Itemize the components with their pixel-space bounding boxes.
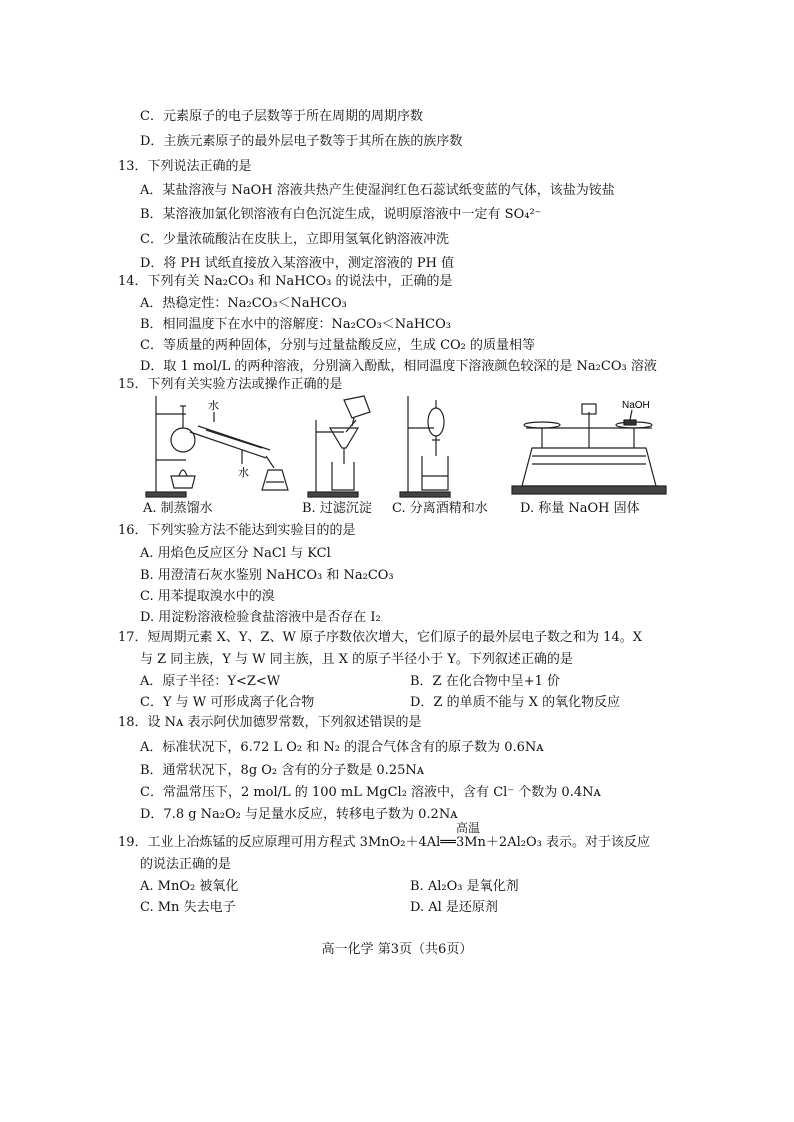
filtration-apparatus bbox=[308, 396, 370, 497]
q19-option-c: C. Mn 失去电子 bbox=[140, 900, 236, 915]
q13-option-d: D．将 PH 试纸直接放入某溶液中，测定溶液的 PH 值 bbox=[140, 256, 455, 271]
q17-stem-line1: 17．短周期元素 X、Y、Z、W 原子序数依次增大，它们原子的最外层电子数之和为 14。X bbox=[118, 630, 642, 645]
q18-option-d: D．7.8 g Na₂O₂ 与足量水反应，转移电子数为 0.2Nᴀ bbox=[140, 807, 458, 822]
q16-option-b: B. 用澄清石灰水鉴别 NaHCO₃ 和 Na₂CO₃ bbox=[140, 568, 394, 583]
q15-stem: 15．下列有关实验方法或操作正确的是 bbox=[118, 377, 343, 392]
q15-caption-d: D. 称量 NaOH 固体 bbox=[520, 501, 640, 516]
q13-option-c: C．少量浓硫酸沾在皮肤上，立即用氢氧化钠溶液冲洗 bbox=[140, 232, 449, 247]
q15-caption-b: B. 过滤沉淀 bbox=[302, 501, 372, 516]
q19-stem-line2: 的说法正确的是 bbox=[140, 857, 232, 872]
q15-apparatus-figure bbox=[138, 392, 678, 502]
q19-option-b: B. Al₂O₃ 是氧化剂 bbox=[410, 879, 519, 894]
q13-option-b: B．某溶液加氯化钡溶液有白色沉淀生成，说明原溶液中一定有 SO₄²⁻ bbox=[140, 207, 542, 222]
q17-stem-line2: 与 Z 同主族，Y 与 W 同主族，且 X 的原子半径小于 Y。下列叙述正确的是 bbox=[140, 652, 573, 667]
label-naoh: NaOH bbox=[622, 400, 650, 411]
q18-stem: 18．设 Nᴀ 表示阿伏加德罗常数，下列叙述错误的是 bbox=[118, 715, 422, 730]
q19-option-d: D. Al 是还原剂 bbox=[410, 900, 498, 915]
q15-caption-a: A. 制蒸馏水 bbox=[143, 501, 213, 516]
q15-caption-c: C. 分离酒精和水 bbox=[392, 501, 488, 516]
q17-option-b: B．Z 在化合物中呈+1 价 bbox=[410, 674, 561, 689]
q18-option-b: B．通常状况下，8g O₂ 含有的分子数是 0.25Nᴀ bbox=[140, 763, 425, 778]
q14-option-b: B．相同温度下在水中的溶解度：Na₂CO₃＜NaHCO₃ bbox=[140, 317, 451, 332]
q16-option-c: C. 用苯提取溴水中的溴 bbox=[140, 589, 275, 604]
q14-option-d: D．取 1 mol/L 的两种溶液，分别滴入酚酞，相同温度下溶液颜色较深的是 Na₂CO₃ 溶液 bbox=[140, 359, 657, 374]
q17-option-c: C．Y 与 W 可形成离子化合物 bbox=[140, 695, 315, 710]
q16-option-a: A. 用焰色反应区分 NaCl 与 KCl bbox=[140, 546, 331, 561]
label-water-out: 水 bbox=[238, 467, 249, 479]
q13-option-a: A．某盐溶液与 NaOH 溶液共热产生使湿润红色石蕊试纸变蓝的气体，该盐为铵盐 bbox=[140, 183, 615, 198]
q18-option-a: A．标准状况下，6.72 L O₂ 和 N₂ 的混合气体含有的原子数为 0.6Nᴀ bbox=[140, 740, 544, 755]
q14-option-a: A．热稳定性：Na₂CO₃＜NaHCO₃ bbox=[140, 296, 347, 311]
q12-option-c: C．元素原子的电子层数等于所在周期的周期序数 bbox=[140, 109, 423, 124]
q16-option-d: D. 用淀粉溶液检验食盐溶液中是否存在 I₂ bbox=[140, 610, 381, 625]
q16-stem: 16．下列实验方法不能达到实验目的的是 bbox=[118, 523, 356, 538]
q19-option-a: A. MnO₂ 被氧化 bbox=[140, 879, 239, 894]
q17-option-a: A．原子半径：Y<Z<W bbox=[140, 674, 281, 689]
page-footer: 高一化学 第3页（共6页） bbox=[321, 942, 473, 957]
separatory-funnel-apparatus bbox=[400, 396, 450, 497]
q14-option-c: C．等质量的两种固体，分别与过量盐酸反应，生成 CO₂ 的质量相等 bbox=[140, 338, 536, 353]
q17-option-d: D．Z 的单质不能与 X 的氧化物反应 bbox=[410, 695, 621, 710]
q14-stem: 14．下列有关 Na₂CO₃ 和 NaHCO₃ 的说法中，正确的是 bbox=[118, 274, 453, 289]
q19-stem-line1: 19．工业上冶炼锰的反应原理可用方程式 3MnO₂＋4Al══3Mn＋2Al₂O₃ 表示。对于该反应 bbox=[118, 835, 650, 850]
label-water-in: 水 bbox=[208, 400, 219, 412]
balance-apparatus bbox=[512, 404, 666, 494]
q18-option-c: C．常温常压下，2 mol/L 的 100 mL MgCl₂ 溶液中，含有 Cl⁻ 个数为 0.4Nᴀ bbox=[140, 785, 601, 800]
q12-option-d: D．主族元素原子的最外层电子数等于其所在族的族序数 bbox=[140, 134, 463, 149]
q13-stem: 13．下列说法正确的是 bbox=[118, 159, 252, 174]
reaction-condition: 高温 bbox=[456, 821, 481, 835]
